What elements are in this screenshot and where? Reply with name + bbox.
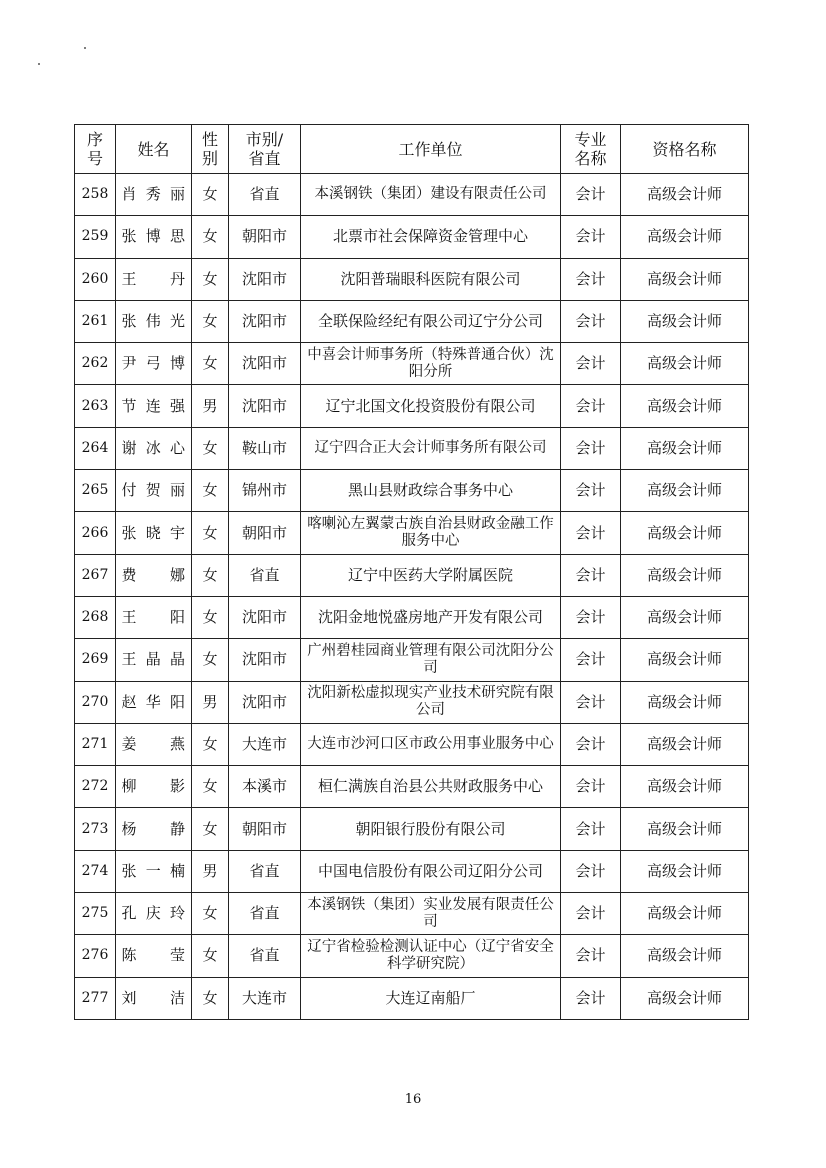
cell-major: 会计 bbox=[561, 935, 621, 977]
table-row bbox=[75, 639, 749, 681]
cell-name bbox=[116, 850, 192, 892]
person-name: 谢冰心 bbox=[121, 438, 186, 457]
cell-qual: 高级会计师 bbox=[621, 343, 749, 385]
cell-unit: 辽宁省检验检测认证中心（辽宁省安全科学研究院） bbox=[301, 935, 561, 977]
cell-seq: 261 bbox=[75, 300, 116, 342]
cell-unit: 大连辽南船厂 bbox=[301, 977, 561, 1019]
cell-major: 会计 bbox=[561, 893, 621, 935]
table-body bbox=[75, 174, 749, 1020]
person-name: 王阳 bbox=[121, 608, 186, 627]
cell-name bbox=[116, 512, 192, 554]
cell-seq: 275 bbox=[75, 893, 116, 935]
header-unit: 工作单位 bbox=[301, 125, 561, 174]
cell-qual: 高级会计师 bbox=[621, 639, 749, 681]
cell-seq: 258 bbox=[75, 174, 116, 216]
cell-major: 会计 bbox=[561, 639, 621, 681]
cell-gender: 女 bbox=[192, 808, 229, 850]
person-name: 刘洁 bbox=[121, 988, 186, 1007]
cell-name bbox=[116, 766, 192, 808]
cell-seq: 260 bbox=[75, 258, 116, 300]
header-name: 姓名 bbox=[116, 125, 192, 174]
cell-name bbox=[116, 174, 192, 216]
cell-seq: 273 bbox=[75, 808, 116, 850]
cell-gender: 女 bbox=[192, 174, 229, 216]
page-number: 16 bbox=[404, 1092, 422, 1107]
person-name: 张博思 bbox=[121, 227, 186, 246]
cell-qual: 高级会计师 bbox=[621, 427, 749, 469]
cell-name bbox=[116, 470, 192, 512]
cell-name bbox=[116, 385, 192, 427]
cell-gender: 女 bbox=[192, 935, 229, 977]
table-row bbox=[75, 850, 749, 892]
cell-seq: 263 bbox=[75, 385, 116, 427]
table-row bbox=[75, 216, 749, 258]
scan-speck bbox=[38, 63, 40, 65]
cell-gender: 男 bbox=[192, 681, 229, 723]
cell-city: 锦州市 bbox=[229, 470, 301, 512]
cell-unit: 广州碧桂园商业管理有限公司沈阳分公司 bbox=[301, 639, 561, 681]
cell-city: 大连市 bbox=[229, 723, 301, 765]
cell-city: 朝阳市 bbox=[229, 216, 301, 258]
cell-gender: 女 bbox=[192, 977, 229, 1019]
cell-gender: 女 bbox=[192, 723, 229, 765]
cell-city: 大连市 bbox=[229, 977, 301, 1019]
cell-seq: 274 bbox=[75, 850, 116, 892]
table-row bbox=[75, 893, 749, 935]
cell-gender: 女 bbox=[192, 596, 229, 638]
person-name: 柳影 bbox=[121, 777, 186, 796]
cell-name bbox=[116, 216, 192, 258]
cell-city: 本溪市 bbox=[229, 766, 301, 808]
cell-unit: 辽宁四合正大会计师事务所有限公司 bbox=[301, 427, 561, 469]
table-row bbox=[75, 681, 749, 723]
cell-gender: 女 bbox=[192, 470, 229, 512]
person-name: 王丹 bbox=[121, 269, 186, 288]
cell-major: 会计 bbox=[561, 216, 621, 258]
table-row bbox=[75, 385, 749, 427]
cell-city: 省直 bbox=[229, 893, 301, 935]
table-row bbox=[75, 470, 749, 512]
table-row bbox=[75, 977, 749, 1019]
cell-city: 省直 bbox=[229, 935, 301, 977]
cell-seq: 268 bbox=[75, 596, 116, 638]
person-name: 肖秀丽 bbox=[121, 185, 186, 204]
cell-name bbox=[116, 977, 192, 1019]
person-name: 陈莹 bbox=[121, 946, 186, 965]
cell-name bbox=[116, 681, 192, 723]
cell-gender: 女 bbox=[192, 258, 229, 300]
cell-qual: 高级会计师 bbox=[621, 258, 749, 300]
cell-city: 朝阳市 bbox=[229, 808, 301, 850]
cell-unit: 全联保险经纪有限公司辽宁分公司 bbox=[301, 300, 561, 342]
roster-table bbox=[74, 124, 749, 1020]
person-name: 张晓宇 bbox=[121, 523, 186, 542]
table-row bbox=[75, 427, 749, 469]
cell-major: 会计 bbox=[561, 174, 621, 216]
cell-gender: 女 bbox=[192, 427, 229, 469]
cell-gender: 女 bbox=[192, 343, 229, 385]
cell-gender: 女 bbox=[192, 893, 229, 935]
cell-gender: 男 bbox=[192, 385, 229, 427]
cell-major: 会计 bbox=[561, 470, 621, 512]
cell-city: 沈阳市 bbox=[229, 300, 301, 342]
cell-unit: 北票市社会保障资金管理中心 bbox=[301, 216, 561, 258]
cell-unit: 本溪钢铁（集团）建设有限责任公司 bbox=[301, 174, 561, 216]
person-name: 张伟光 bbox=[121, 312, 186, 331]
cell-major: 会计 bbox=[561, 385, 621, 427]
cell-major: 会计 bbox=[561, 681, 621, 723]
cell-gender: 女 bbox=[192, 512, 229, 554]
table-row bbox=[75, 174, 749, 216]
cell-major: 会计 bbox=[561, 850, 621, 892]
cell-qual: 高级会计师 bbox=[621, 512, 749, 554]
cell-qual: 高级会计师 bbox=[621, 766, 749, 808]
cell-city: 沈阳市 bbox=[229, 385, 301, 427]
table-row bbox=[75, 300, 749, 342]
cell-name bbox=[116, 639, 192, 681]
cell-unit: 本溪钢铁（集团）实业发展有限责任公司 bbox=[301, 893, 561, 935]
table-row bbox=[75, 343, 749, 385]
cell-qual: 高级会计师 bbox=[621, 300, 749, 342]
cell-seq: 272 bbox=[75, 766, 116, 808]
person-name: 姜燕 bbox=[121, 735, 186, 753]
cell-seq: 264 bbox=[75, 427, 116, 469]
cell-qual: 高级会计师 bbox=[621, 216, 749, 258]
cell-qual: 高级会计师 bbox=[621, 935, 749, 977]
cell-gender: 女 bbox=[192, 216, 229, 258]
cell-major: 会计 bbox=[561, 554, 621, 596]
cell-city: 省直 bbox=[229, 850, 301, 892]
cell-gender: 女 bbox=[192, 639, 229, 681]
header-seq: 序号 bbox=[75, 125, 116, 174]
cell-major: 会计 bbox=[561, 343, 621, 385]
cell-qual: 高级会计师 bbox=[621, 808, 749, 850]
cell-seq: 266 bbox=[75, 512, 116, 554]
cell-name bbox=[116, 935, 192, 977]
cell-qual: 高级会计师 bbox=[621, 977, 749, 1019]
person-name: 张一楠 bbox=[121, 861, 186, 880]
cell-unit: 大连市沙河口区市政公用事业服务中心 bbox=[301, 723, 561, 765]
cell-unit: 沈阳金地悦盛房地产开发有限公司 bbox=[301, 596, 561, 638]
person-name: 王晶晶 bbox=[121, 650, 186, 669]
cell-city: 沈阳市 bbox=[229, 639, 301, 681]
cell-unit: 辽宁北国文化投资股份有限公司 bbox=[301, 385, 561, 427]
table-row bbox=[75, 554, 749, 596]
cell-qual: 高级会计师 bbox=[621, 174, 749, 216]
cell-unit: 沈阳普瑞眼科医院有限公司 bbox=[301, 258, 561, 300]
cell-qual: 高级会计师 bbox=[621, 681, 749, 723]
cell-seq: 277 bbox=[75, 977, 116, 1019]
cell-major: 会计 bbox=[561, 300, 621, 342]
cell-qual: 高级会计师 bbox=[621, 385, 749, 427]
cell-unit: 辽宁中医药大学附属医院 bbox=[301, 554, 561, 596]
cell-name bbox=[116, 554, 192, 596]
cell-major: 会计 bbox=[561, 766, 621, 808]
cell-gender: 女 bbox=[192, 300, 229, 342]
cell-city: 沈阳市 bbox=[229, 258, 301, 300]
cell-major: 会计 bbox=[561, 258, 621, 300]
cell-name bbox=[116, 343, 192, 385]
cell-major: 会计 bbox=[561, 512, 621, 554]
person-name: 节连强 bbox=[121, 396, 186, 415]
cell-seq: 276 bbox=[75, 935, 116, 977]
cell-qual: 高级会计师 bbox=[621, 893, 749, 935]
cell-major: 会计 bbox=[561, 808, 621, 850]
cell-seq: 262 bbox=[75, 343, 116, 385]
table-row bbox=[75, 723, 749, 765]
cell-qual: 高级会计师 bbox=[621, 470, 749, 512]
cell-unit: 中国电信股份有限公司辽阳分公司 bbox=[301, 850, 561, 892]
cell-name bbox=[116, 258, 192, 300]
cell-qual: 高级会计师 bbox=[621, 554, 749, 596]
table-row bbox=[75, 808, 749, 850]
person-name: 尹弓博 bbox=[121, 354, 186, 373]
cell-city: 沈阳市 bbox=[229, 343, 301, 385]
cell-name bbox=[116, 723, 192, 765]
cell-gender: 女 bbox=[192, 554, 229, 596]
cell-major: 会计 bbox=[561, 977, 621, 1019]
cell-city: 省直 bbox=[229, 174, 301, 216]
person-name: 赵华阳 bbox=[121, 692, 186, 711]
cell-name bbox=[116, 427, 192, 469]
cell-unit: 喀喇沁左翼蒙古族自治县财政金融工作服务中心 bbox=[301, 512, 561, 554]
cell-major: 会计 bbox=[561, 596, 621, 638]
scan-speck bbox=[84, 47, 86, 49]
cell-city: 省直 bbox=[229, 554, 301, 596]
header-qual: 资格名称 bbox=[621, 125, 749, 174]
cell-unit: 中喜会计师事务所（特殊普通合伙）沈阳分所 bbox=[301, 343, 561, 385]
cell-unit: 桓仁满族自治县公共财政服务中心 bbox=[301, 766, 561, 808]
cell-city: 沈阳市 bbox=[229, 596, 301, 638]
cell-name bbox=[116, 808, 192, 850]
cell-major: 会计 bbox=[561, 723, 621, 765]
table-row bbox=[75, 512, 749, 554]
cell-qual: 高级会计师 bbox=[621, 723, 749, 765]
header-city: 市别/省直 bbox=[229, 125, 301, 174]
cell-seq: 267 bbox=[75, 554, 116, 596]
cell-city: 朝阳市 bbox=[229, 512, 301, 554]
header-major: 专业名称 bbox=[561, 125, 621, 174]
cell-name bbox=[116, 596, 192, 638]
person-name: 杨静 bbox=[121, 819, 186, 838]
cell-city: 鞍山市 bbox=[229, 427, 301, 469]
cell-qual: 高级会计师 bbox=[621, 596, 749, 638]
cell-gender: 男 bbox=[192, 850, 229, 892]
cell-qual: 高级会计师 bbox=[621, 850, 749, 892]
cell-seq: 270 bbox=[75, 681, 116, 723]
cell-city: 沈阳市 bbox=[229, 681, 301, 723]
cell-seq: 265 bbox=[75, 470, 116, 512]
cell-unit: 黑山县财政综合事务中心 bbox=[301, 470, 561, 512]
table-row bbox=[75, 935, 749, 977]
header-gender: 性别 bbox=[192, 125, 229, 174]
cell-gender: 女 bbox=[192, 766, 229, 808]
person-name: 费娜 bbox=[121, 565, 186, 584]
cell-seq: 269 bbox=[75, 639, 116, 681]
table-header-row bbox=[75, 125, 749, 174]
cell-unit: 朝阳银行股份有限公司 bbox=[301, 808, 561, 850]
cell-major: 会计 bbox=[561, 427, 621, 469]
person-name: 付贺丽 bbox=[121, 481, 186, 500]
cell-seq: 271 bbox=[75, 723, 116, 765]
table-row bbox=[75, 596, 749, 638]
cell-seq: 259 bbox=[75, 216, 116, 258]
cell-name bbox=[116, 893, 192, 935]
cell-name bbox=[116, 300, 192, 342]
table-row bbox=[75, 258, 749, 300]
cell-unit: 沈阳新松虚拟现实产业技术研究院有限公司 bbox=[301, 681, 561, 723]
table-row bbox=[75, 766, 749, 808]
person-name: 孔庆玲 bbox=[121, 904, 186, 923]
